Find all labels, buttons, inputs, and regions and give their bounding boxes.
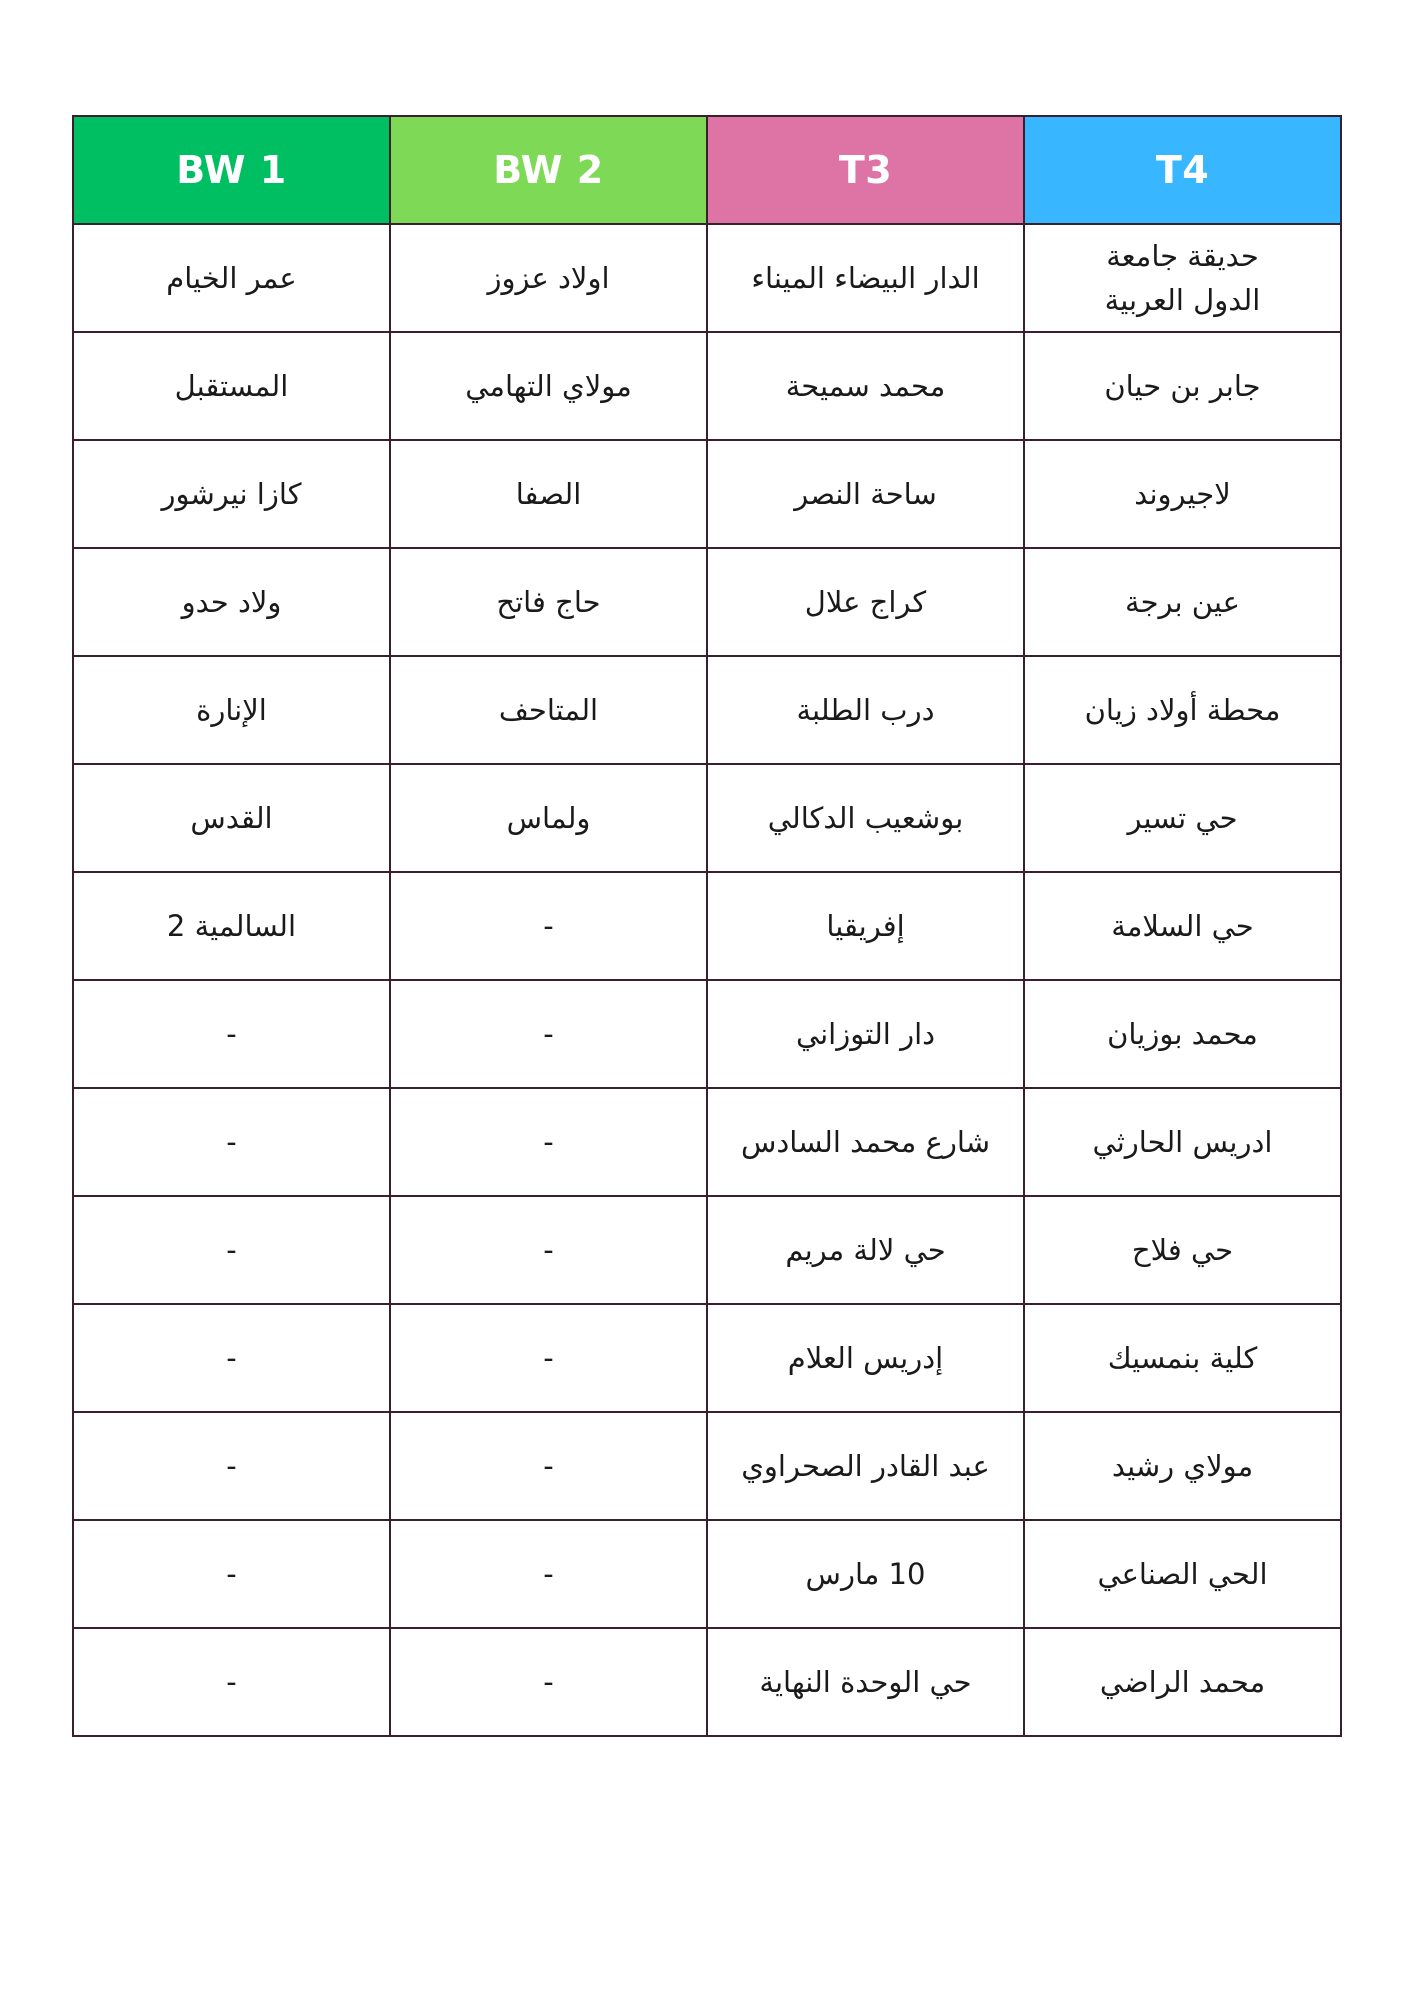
station-name: عين برجة — [1125, 585, 1240, 619]
station-name: حي تسير — [1127, 801, 1238, 835]
station-cell-bw1 — [73, 1088, 390, 1196]
station-cell-t4 — [1024, 764, 1341, 872]
station-name: محمد سميحة — [785, 369, 946, 403]
station-cell-t3 — [707, 224, 1024, 332]
station-cell-t4 — [1024, 656, 1341, 764]
station-name: إدريس العلام — [787, 1341, 944, 1375]
station-name: عمر الخيام — [166, 261, 297, 295]
station-cell-t3 — [707, 1520, 1024, 1628]
station-cell-t3 — [707, 980, 1024, 1088]
station-name: محمد بوزيان — [1107, 1017, 1258, 1051]
station-cell-t4 — [1024, 1628, 1341, 1736]
table-row — [73, 1628, 1341, 1736]
station-cell-bw2 — [390, 980, 707, 1088]
station-cell-bw2 — [390, 872, 707, 980]
column-header-t4: T4 — [1024, 116, 1341, 224]
column-header-bw1: BW 1 — [73, 116, 390, 224]
station-name: كازا نيرشور — [161, 477, 302, 511]
station-name: إفريقيا — [826, 909, 905, 943]
station-name: - — [226, 1557, 237, 1591]
station-name: محطة أولاد زيان — [1084, 693, 1281, 727]
station-name: - — [226, 1017, 237, 1051]
station-name: الدار البيضاء الميناء — [751, 261, 980, 295]
station-name: حديقة جامعة الدول العربية — [1104, 239, 1261, 317]
station-cell-bw1 — [73, 980, 390, 1088]
station-name: عبد القادر الصحراوي — [741, 1449, 990, 1483]
station-cell-t4 — [1024, 1088, 1341, 1196]
station-cell-bw2 — [390, 1088, 707, 1196]
station-name: السالمية 2 — [166, 909, 297, 943]
station-name: حي الوحدة النهاية — [759, 1665, 972, 1699]
station-name: ادريس الحارثي — [1092, 1125, 1273, 1159]
station-cell-t3 — [707, 1628, 1024, 1736]
station-cell-t3 — [707, 440, 1024, 548]
station-name: - — [226, 1125, 237, 1159]
station-cell-bw1 — [73, 548, 390, 656]
station-name: ولماس — [506, 801, 591, 835]
station-cell-t3 — [707, 764, 1024, 872]
station-cell-t4 — [1024, 980, 1341, 1088]
station-name: حي لالة مريم — [785, 1233, 946, 1267]
station-name: الصفا — [515, 477, 582, 511]
station-cell-bw1 — [73, 1628, 390, 1736]
station-name: - — [226, 1449, 237, 1483]
station-name: حي السلامة — [1111, 909, 1254, 943]
station-name: المستقبل — [174, 369, 289, 403]
station-name: - — [543, 1233, 554, 1267]
station-cell-t4 — [1024, 1304, 1341, 1412]
station-name: المتاحف — [498, 693, 599, 727]
station-cell-bw1 — [73, 1196, 390, 1304]
station-name: اولاد عزوز — [487, 261, 610, 295]
table-row — [73, 980, 1341, 1088]
table-row — [73, 548, 1341, 656]
station-cell-bw2 — [390, 224, 707, 332]
station-name: - — [543, 1125, 554, 1159]
station-name: - — [226, 1665, 237, 1699]
table-body — [73, 224, 1341, 1736]
stations-table — [72, 115, 1342, 1737]
station-name: - — [543, 1665, 554, 1699]
station-name: - — [226, 1233, 237, 1267]
table-row — [73, 1196, 1341, 1304]
table-row — [73, 1304, 1341, 1412]
station-name: حي فلاح — [1131, 1233, 1234, 1267]
station-cell-t4 — [1024, 224, 1341, 332]
table-row — [73, 1520, 1341, 1628]
table-row — [73, 332, 1341, 440]
station-cell-bw1 — [73, 1304, 390, 1412]
station-name: مولاي التهامي — [465, 369, 632, 403]
column-header-t3: T3 — [707, 116, 1024, 224]
station-name: كراج علال — [804, 585, 927, 619]
station-cell-bw2 — [390, 548, 707, 656]
station-name: - — [543, 1017, 554, 1051]
station-cell-bw1 — [73, 1520, 390, 1628]
station-cell-bw2 — [390, 764, 707, 872]
station-name: - — [543, 1557, 554, 1591]
station-cell-t4 — [1024, 548, 1341, 656]
station-cell-t4 — [1024, 872, 1341, 980]
station-cell-bw2 — [390, 1520, 707, 1628]
table-row — [73, 1088, 1341, 1196]
station-name: - — [543, 909, 554, 943]
station-cell-bw2 — [390, 1412, 707, 1520]
station-cell-bw1 — [73, 1412, 390, 1520]
station-name: شارع محمد السادس — [740, 1125, 991, 1159]
station-cell-t4 — [1024, 1520, 1341, 1628]
station-cell-t3 — [707, 1196, 1024, 1304]
station-name: لاجيروند — [1134, 477, 1231, 511]
table-row — [73, 224, 1341, 332]
station-cell-t4 — [1024, 1196, 1341, 1304]
station-cell-bw2 — [390, 1196, 707, 1304]
station-name: ولاد حدو — [181, 585, 282, 619]
station-cell-bw1 — [73, 332, 390, 440]
header-row — [73, 116, 1341, 224]
station-cell-t3 — [707, 872, 1024, 980]
station-cell-bw2 — [390, 440, 707, 548]
station-cell-bw1 — [73, 224, 390, 332]
table-row — [73, 764, 1341, 872]
station-cell-bw1 — [73, 440, 390, 548]
station-cell-bw1 — [73, 656, 390, 764]
station-name: - — [543, 1449, 554, 1483]
station-name: الإنارة — [196, 693, 267, 727]
station-name: محمد الراضي — [1099, 1665, 1266, 1699]
station-cell-t4 — [1024, 1412, 1341, 1520]
station-name: مولاي رشيد — [1111, 1449, 1254, 1483]
station-cell-bw1 — [73, 764, 390, 872]
station-name: ساحة النصر — [794, 477, 937, 511]
station-name: 10 مارس — [805, 1557, 926, 1591]
station-name: دار التوزاني — [795, 1017, 936, 1051]
station-name: - — [226, 1341, 237, 1375]
table-row — [73, 872, 1341, 980]
station-cell-t3 — [707, 1304, 1024, 1412]
station-cell-t3 — [707, 332, 1024, 440]
station-cell-t3 — [707, 656, 1024, 764]
station-cell-t4 — [1024, 332, 1341, 440]
station-cell-bw2 — [390, 1628, 707, 1736]
station-cell-t4 — [1024, 440, 1341, 548]
table-row — [73, 1412, 1341, 1520]
station-name: حاج فاتح — [496, 585, 601, 619]
station-cell-t3 — [707, 548, 1024, 656]
station-name: - — [543, 1341, 554, 1375]
station-name: بوشعيب الدكالي — [767, 801, 964, 835]
station-cell-bw1 — [73, 872, 390, 980]
station-cell-t3 — [707, 1412, 1024, 1520]
station-cell-bw2 — [390, 332, 707, 440]
station-name: الحي الصناعي — [1097, 1557, 1268, 1591]
station-name: درب الطلبة — [796, 693, 935, 727]
station-name: كلية بنمسيك — [1107, 1341, 1258, 1375]
station-name: القدس — [190, 801, 273, 835]
station-cell-bw2 — [390, 1304, 707, 1412]
table-row — [73, 656, 1341, 764]
station-cell-t3 — [707, 1088, 1024, 1196]
station-name: جابر بن حيان — [1104, 369, 1261, 403]
station-cell-bw2 — [390, 656, 707, 764]
table-row — [73, 440, 1341, 548]
column-header-bw2: BW 2 — [390, 116, 707, 224]
